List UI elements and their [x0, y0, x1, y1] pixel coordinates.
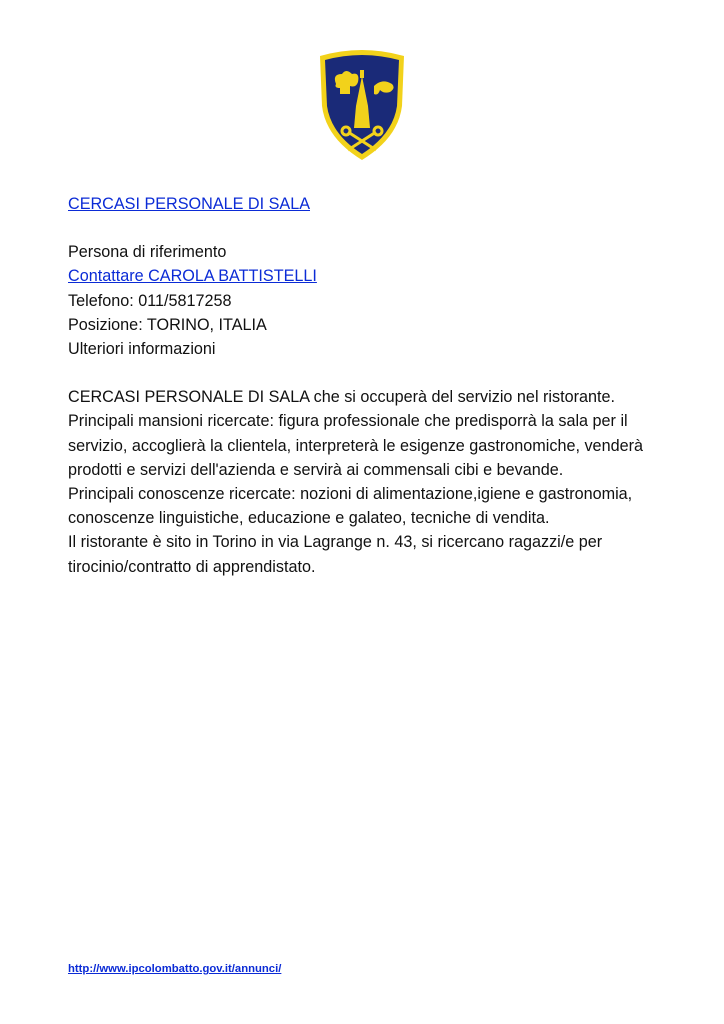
school-crest-icon	[316, 46, 408, 162]
description-location: Il ristorante è sito in Torino in via Lagrange n. 43, si ricercano ragazzi/e per tirocinio/contratto di apprendistato.	[68, 533, 603, 576]
phone-text: Telefono: 011/5817258	[68, 291, 232, 310]
job-posting	[68, 192, 658, 579]
description-skills: Principali conoscenze ricercate: nozioni di alimentazione,igiene e gastronomia, conoscenze linguistiche, educazione e galateo, tecniche di vendita.	[68, 485, 633, 528]
posting-title-link[interactable]: CERCASI PERSONALE DI SALA	[68, 195, 310, 213]
reference-label: Persona di riferimento	[68, 243, 227, 262]
description-intro: CERCASI PERSONALE DI SALA che si occuperà del servizio nel ristorante.	[68, 388, 616, 407]
more-info-text: Ulteriori informazioni	[68, 340, 216, 359]
spacer	[68, 216, 658, 240]
description-duties: Principali mansioni ricercate: figura professionale che predisporrà la sala per il servizio, accoglierà la clientela, interpreterà le esigenze gastronomiche, venderà prodotti e servizi dell'azienda e servirà ai commensali cibi e bevande.	[68, 412, 643, 479]
footer-url-link[interactable]: http://www.ipcolombatto.gov.it/annunci/	[68, 963, 282, 975]
spacer	[68, 361, 658, 385]
contact-link[interactable]: Contattare CAROLA BATTISTELLI	[68, 267, 317, 286]
position-text: Posizione: TORINO, ITALIA	[68, 315, 267, 334]
